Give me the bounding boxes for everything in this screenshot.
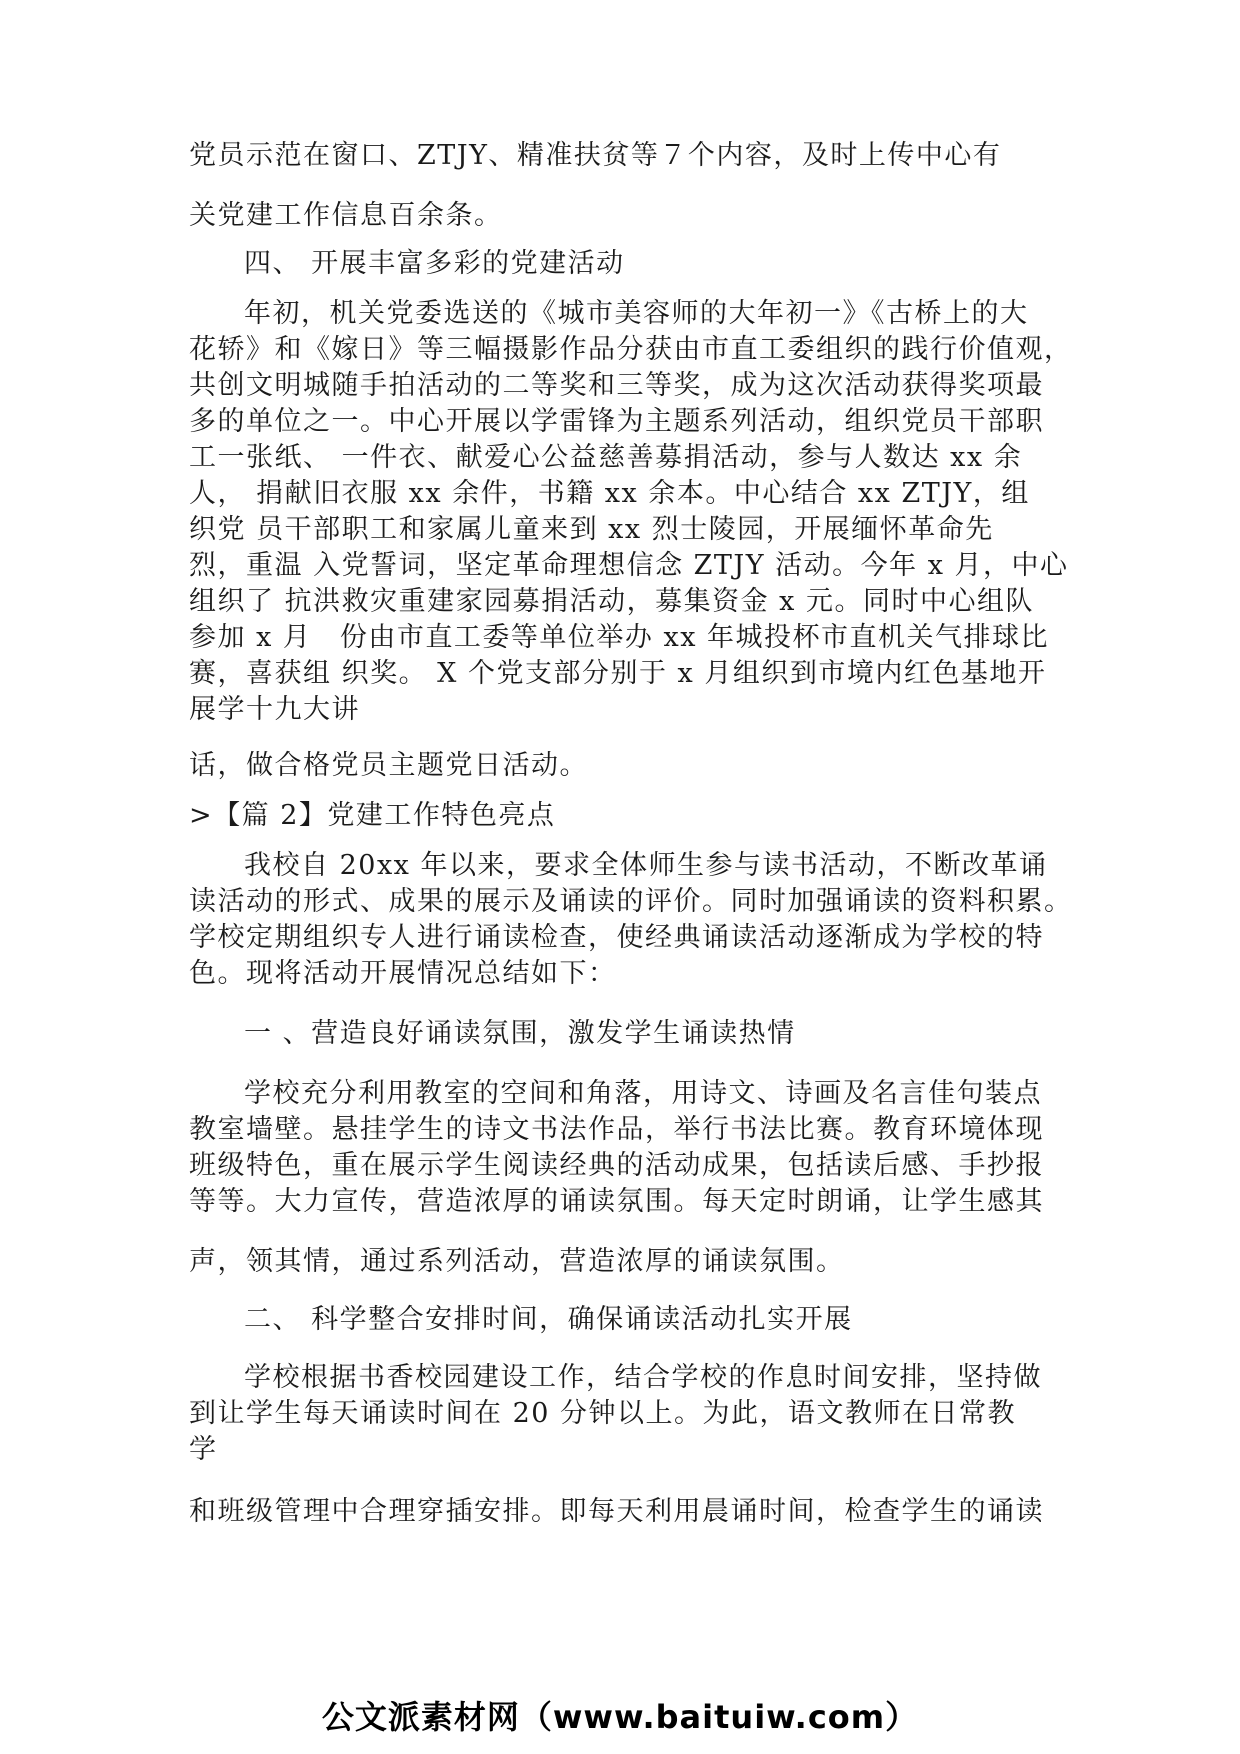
paragraph-line: 共创文明城随手拍活动的二等奖和三等奖，成为这次活动获得奖项最 [189, 370, 1044, 401]
paragraph-line: 花轿》和《嫁日》等三幅摄影作品分获由市直工委组织的践行价值观， [189, 334, 1073, 365]
paragraph-line: 织党 员干部职工和家属儿童来到 xx 烈士陵园，开展缅怀革命先 [189, 514, 994, 545]
paragraph-line: 工一张纸、 一件衣、献爱心公益慈善募捐活动，参与人数达 xx 余 [189, 442, 1023, 473]
paragraph-line: 教室墙壁。悬挂学生的诗文书法作品，举行书法比赛。教育环境体现 [189, 1114, 1044, 1145]
article-title: >【篇 2】党建工作特色亮点 [189, 800, 556, 831]
section-heading: 一 、营造良好诵读氛围，激发学生诵读热情 [244, 1018, 796, 1049]
paragraph-line: 学校定期组织专人进行诵读检查，使经典诵读活动逐渐成为学校的特 [189, 922, 1044, 953]
section-heading: 二、 科学整合安排时间，确保诵读活动扎实开展 [244, 1304, 853, 1335]
paragraph-line: 学校根据书香校园建设工作，结合学校的作息时间安排，坚持做 [244, 1362, 1042, 1393]
paragraph-line: 年初，机关党委选送的《城市美容师的大年初一》《古桥上的大 [244, 298, 1029, 329]
paragraph-line: 班级特色，重在展示学生阅读经典的活动成果，包括读后感、手抄报 [189, 1150, 1044, 1181]
paragraph-line: 赛，喜获组 织奖。 X 个党支部分别于 x 月组织到市境内红色基地开 [189, 658, 1047, 689]
paragraph-line: 话，做合格党员主题党日活动。 [189, 750, 588, 781]
paragraph-line: 参加 x 月 份由市直工委等单位举办 xx 年城投杯市直机关气排球比 [189, 622, 1050, 653]
paragraph-line: 我校自 20xx 年以来，要求全体师生参与读书活动，不断改革诵 [244, 850, 1048, 881]
paragraph-line: 到让学生每天诵读时间在 20 分钟以上。为此，语文教师在日常教 [189, 1398, 1017, 1429]
paragraph-line: 等等。大力宣传，营造浓厚的诵读氛围。每天定时朗诵，让学生感其 [189, 1186, 1044, 1217]
paragraph-line: 和班级管理中合理穿插安排。即每天利用晨诵时间，检查学生的诵读 [189, 1496, 1044, 1527]
paragraph-line: 读活动的形式、成果的展示及诵读的评价。同时加强诵读的资料积累。 [189, 886, 1073, 917]
paragraph-line: 学 [189, 1434, 218, 1465]
paragraph-line: 关党建工作信息百余条。 [189, 200, 503, 231]
paragraph-line: 党员示范在窗口、ZTJY、精准扶贫等７个内容，及时上传中心有 [189, 140, 1002, 171]
paragraph-line: 组织了 抗洪救灾重建家园募捐活动，募集资金 x 元。同时中心组队 [189, 586, 1034, 617]
paragraph-line: 人， 捐献旧衣服 xx 余件，书籍 xx 余本。中心结合 xx ZTJY，组 [189, 478, 1030, 509]
paragraph-line: 学校充分利用教室的空间和角落，用诗文、诗画及名言佳句装点 [244, 1078, 1042, 1109]
section-heading: 四、 开展丰富多彩的党建活动 [244, 248, 625, 279]
footer-watermark: 公文派素材网（www.baituiw.com） [321, 1698, 919, 1736]
paragraph-line: 多的单位之一。中心开展以学雷锋为主题系列活动，组织党员干部职 [189, 406, 1044, 437]
paragraph-line: 色。现将活动开展情况总结如下： [189, 958, 617, 989]
paragraph-line: 声，领其情，通过系列活动，营造浓厚的诵读氛围。 [189, 1246, 845, 1277]
paragraph-line: 展学十九大讲 [189, 694, 360, 725]
paragraph-line: 烈，重温 入党誓词，坚定革命理想信念 ZTJY 活动。今年 x 月，中心 [189, 550, 1069, 581]
